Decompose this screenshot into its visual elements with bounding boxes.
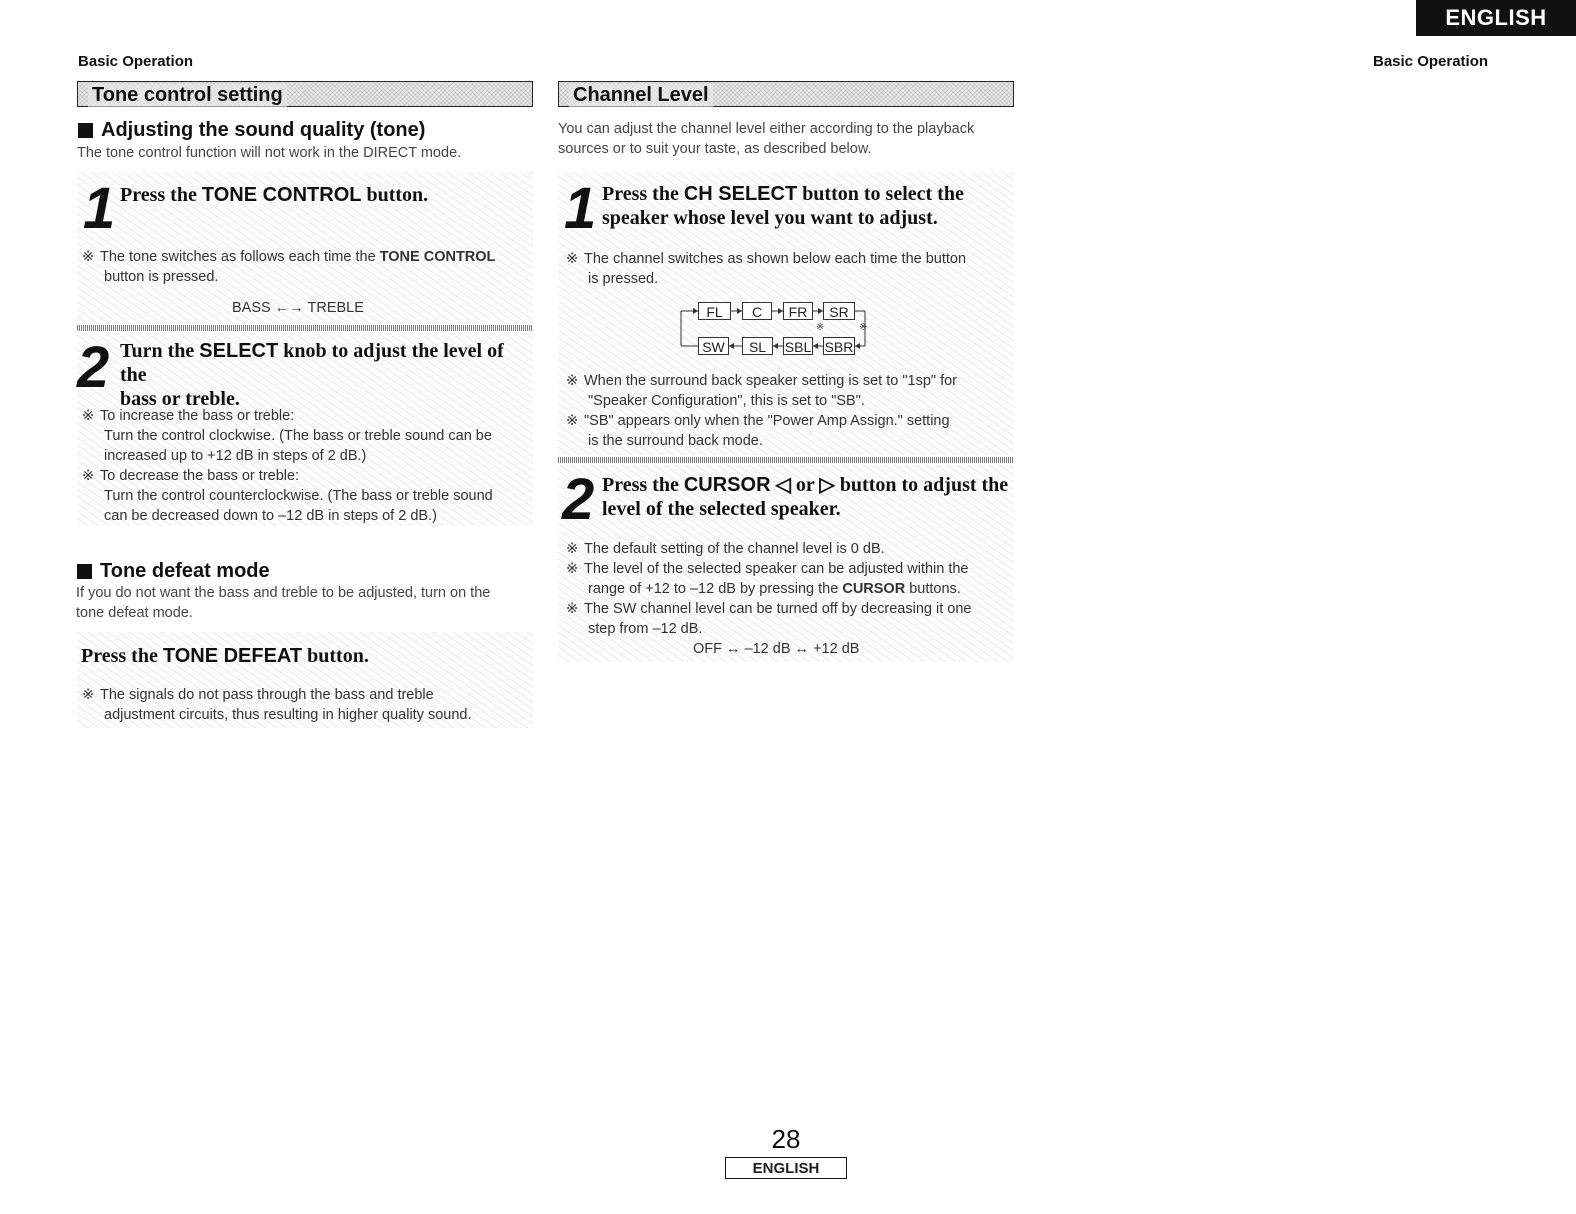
step-number: 1: [564, 176, 597, 241]
section-title: Channel Level: [569, 84, 713, 107]
bullet-square-icon: [77, 564, 92, 579]
step-box-ch-1: [558, 172, 1014, 455]
step-instruction: Press the TONE CONTROL button.: [120, 184, 429, 206]
step-note: ※ The channel switches as shown below each time the button is pressed.: [566, 251, 967, 287]
speaker-cycle-diagram: [673, 298, 898, 358]
heading-text: Adjusting the sound quality (tone): [101, 119, 426, 141]
step-instruction: Turn the SELECT knob to adjust the level of the bass or treble.: [120, 340, 504, 410]
intro-text: The tone control function will not work in the DIRECT mode.: [77, 145, 462, 161]
speaker-sbl: SBL: [784, 339, 812, 355]
step-separator: [77, 325, 533, 331]
step-separator: [558, 457, 1014, 463]
step-box-2: [77, 333, 533, 526]
step-box-1: [77, 172, 533, 324]
note-mark-icon: ※: [82, 249, 95, 265]
section-title: Tone control setting: [88, 84, 287, 107]
step-number: 1: [83, 176, 116, 241]
speaker-fr: FR: [783, 302, 813, 320]
step-number: 2: [77, 335, 110, 400]
step-note: ※ The signals do not pass through the bass and treble adjustment circuits, thus resulting in higher quality sound.: [82, 687, 472, 723]
cursor-left-icon: ◁: [775, 474, 791, 496]
step-instruction: Press the TONE DEFEAT button.: [81, 645, 369, 667]
language-tab: ENGLISH: [1416, 0, 1576, 36]
diagram-note-mark: ※: [816, 322, 825, 333]
level-flow: OFF ↔ –12 dB ↔ +12 dB: [693, 641, 860, 657]
diagram-note-mark: ※: [859, 322, 868, 333]
running-header-left: Basic Operation: [78, 53, 194, 70]
intro-text: You can adjust the channel level either according to the playback sources or to suit your taste, as described below.: [558, 121, 975, 157]
speaker-sbr: SBR: [824, 339, 854, 355]
speaker-sw: SW: [698, 337, 729, 355]
page-number: 28: [771, 1124, 801, 1154]
subsection-heading-tone-defeat: [77, 560, 270, 583]
double-arrow-icon: ←→: [274, 300, 304, 316]
step-notes-extra: ※ When the surround back speaker setting is set to "1sp" for "Speaker Configuration", this is set to "SB". ※ "SB" appears only when the "Power Amp Assign." setting is the surround back mode.: [566, 373, 957, 449]
step-notes: ※ To increase the bass or treble: Turn the control clockwise. (The bass or treble sound can be increased up to +12 dB in steps of 2 dB.) ※ To decrease the bass or treble: Turn the control counterclockwise. (The bass or treble sound can be decreased down to –12 dB in steps of 2 dB.): [82, 408, 493, 524]
step-instruction: Press the CH SELECT button to select the speaker whose level you want to adjust.: [602, 183, 964, 229]
running-header-right: Basic Operation: [1373, 53, 1489, 70]
tone-flow: BASS ←→ TREBLE: [232, 300, 364, 316]
speaker-sl: SL: [742, 337, 773, 355]
section-title-bar-tone: [77, 81, 533, 107]
footer-language-box: ENGLISH: [725, 1157, 847, 1179]
speaker-sr: SR: [823, 302, 855, 320]
subsection-heading-tone: [78, 119, 425, 142]
cursor-right-icon: ▷: [819, 474, 835, 496]
step-box-tone-defeat: [77, 632, 533, 728]
bullet-square-icon: [78, 123, 93, 138]
step-note: ※ The tone switches as follows each time the TONE CONTROL button is pressed.: [82, 249, 496, 285]
speaker-c: C: [742, 302, 772, 320]
step-notes: ※ The default setting of the channel level is 0 dB. ※ The level of the selected speaker can be adjusted within the range of +12 to –12 dB by pressing the CURSOR buttons. ※ The SW channel level can be turned off by decreasing it one step from –12 dB.: [566, 541, 972, 637]
step-number: 2: [562, 467, 595, 532]
speaker-fl: FL: [698, 302, 731, 320]
step-box-ch-2: [558, 465, 1014, 662]
intro-text: If you do not want the bass and treble to be adjusted, turn on the tone defeat mode.: [76, 585, 491, 621]
section-title-bar-channel: [558, 81, 1014, 107]
step-instruction: Press the CURSOR ◁ or ▷ button to adjust the level of the selected speaker.: [602, 474, 1009, 520]
heading-text: Tone defeat mode: [100, 560, 270, 582]
